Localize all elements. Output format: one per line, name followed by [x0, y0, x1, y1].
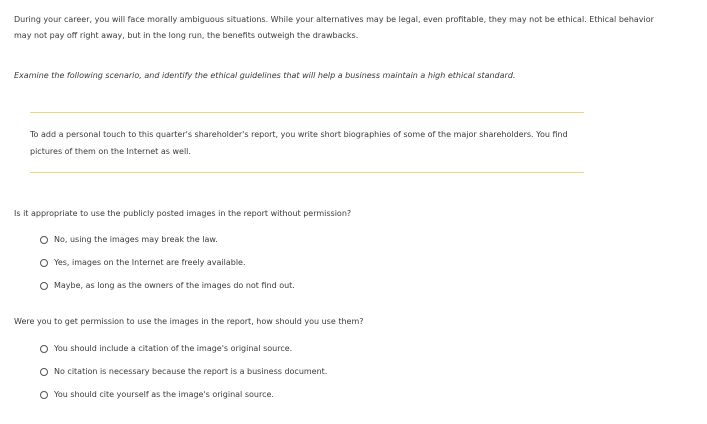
- scenario-bottom-divider: [30, 172, 584, 173]
- radio-button[interactable]: [40, 345, 48, 353]
- radio-button[interactable]: [40, 391, 48, 399]
- question-2-option-1[interactable]: [40, 343, 292, 355]
- radio-button[interactable]: [40, 236, 48, 244]
- scenario-text: To add a personal touch to this quarter's shareholder's report, you write short biographies of some of the major shareholders. You find pictures of them on the Internet as well.: [30, 130, 568, 156]
- question-1-option-1[interactable]: [40, 234, 218, 246]
- instruction-text: Examine the following scenario, and identify the ethical guidelines that will help a business maintain a high ethical standard.: [14, 71, 516, 80]
- question-2-option-2[interactable]: [40, 366, 327, 378]
- option-label: Yes, images on the Internet are freely available.: [54, 258, 246, 267]
- option-label: You should cite yourself as the image's original source.: [54, 390, 274, 399]
- radio-button[interactable]: [40, 368, 48, 376]
- option-label: No, using the images may break the law.: [54, 235, 218, 244]
- scenario-top-divider: [30, 112, 584, 113]
- radio-button[interactable]: [40, 282, 48, 290]
- option-label: You should include a citation of the image's original source.: [54, 344, 293, 353]
- question-1-option-2[interactable]: [40, 257, 246, 269]
- question-1-text: Is it appropriate to use the publicly posted images in the report without permission?: [14, 209, 352, 218]
- option-label: Maybe, as long as the owners of the images do not find out.: [54, 281, 295, 290]
- question-1-option-3[interactable]: [40, 280, 295, 292]
- intro-paragraph: During your career, you will face morally ambiguous situations. While your alternatives may be legal, even profitable, they may not be ethical. Ethical behavior may not pay off right away, but in the long run, the benefits outweigh the drawbacks.: [14, 15, 654, 40]
- question-2-text: Were you to get permission to use the images in the report, how should you use them?: [14, 317, 364, 326]
- question-2-option-3[interactable]: [40, 389, 274, 401]
- option-label: No citation is necessary because the report is a business document.: [54, 367, 328, 376]
- radio-button[interactable]: [40, 259, 48, 267]
